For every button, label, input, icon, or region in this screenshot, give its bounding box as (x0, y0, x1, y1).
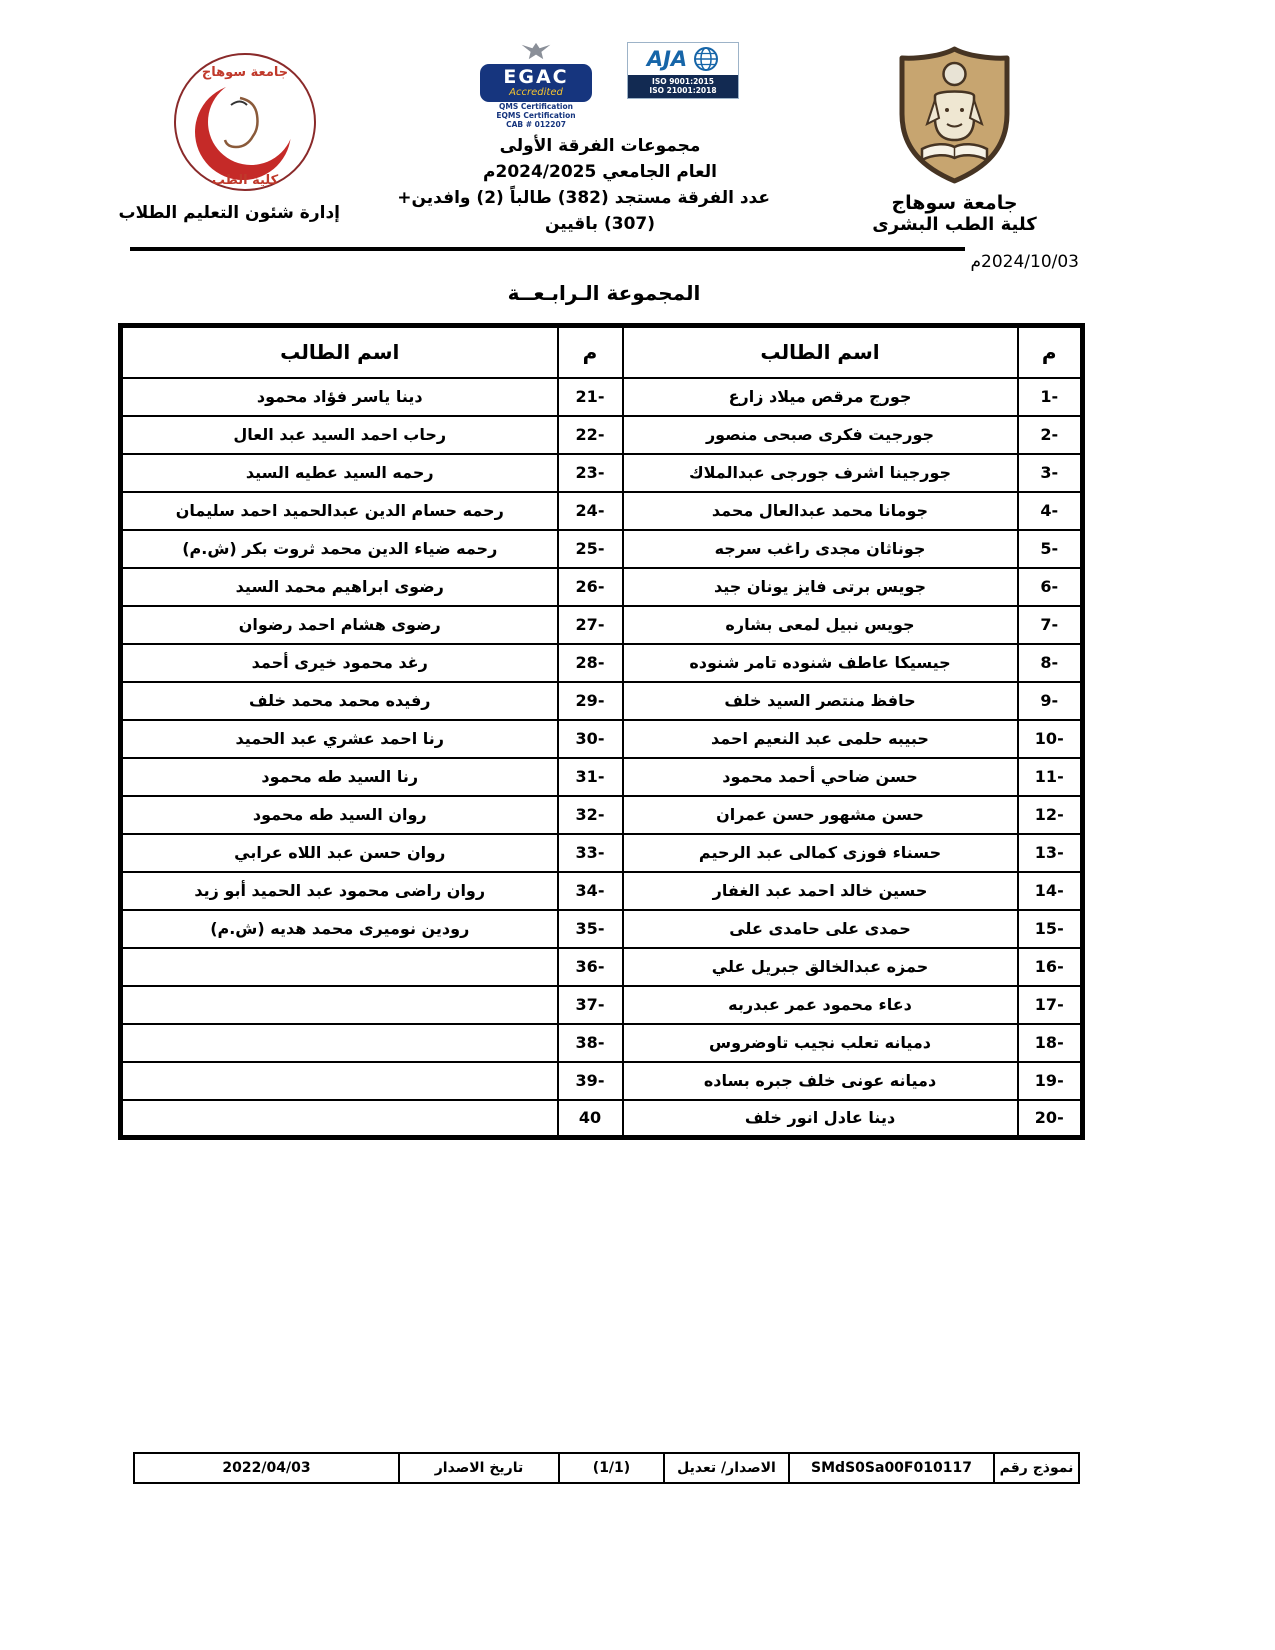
egac-accredited-label: Accredited (509, 87, 563, 98)
name-cell-left: رودين نوميرى محمد هديه (ش.م) (121, 910, 558, 948)
egac-sub-line: EQMS Certification (496, 111, 576, 120)
num-cell-right: 5- (1018, 530, 1083, 568)
num-cell-left: 28- (558, 644, 623, 682)
form-number-value: SMdS0Sa00F010117 (789, 1453, 994, 1483)
name-cell-left (121, 948, 558, 986)
faculty-crescent-logo (170, 50, 320, 195)
name-cell-right: حسناء فوزى كمالى عبد الرحيم (623, 834, 1018, 872)
table-row (121, 758, 1083, 796)
num-cell-right: 19- (1018, 1062, 1083, 1100)
name-cell-left: رحاب احمد السيد عبد العال (121, 416, 558, 454)
name-cell-right: جويس نبيل لمعى بشاره (623, 606, 1018, 644)
aja-certification-logo (627, 42, 739, 99)
num-cell-right: 4- (1018, 492, 1083, 530)
egac-sub-line: CAB # 012207 (506, 120, 566, 129)
version-value: (1/1) (559, 1453, 664, 1483)
students-table (118, 323, 1085, 1140)
name-cell-left: رغد محمود خيرى أحمد (121, 644, 558, 682)
num-cell-left: 25- (558, 530, 623, 568)
num-cell-right: 17- (1018, 986, 1083, 1024)
egac-accreditation-logo (461, 42, 611, 129)
footer-form-table (133, 1452, 1080, 1484)
university-name: جامعة سوهاج (891, 192, 1018, 214)
name-cell-right: دينا عادل انور خلف (623, 1100, 1018, 1138)
num-cell-left: 32- (558, 796, 623, 834)
name-cell-right: حسين خالد احمد عبد الغفار (623, 872, 1018, 910)
name-header-right: اسم الطالب (623, 326, 1018, 378)
name-cell-left: رنا احمد عشري عبد الحميد (121, 720, 558, 758)
num-cell-left: 23- (558, 454, 623, 492)
issue-date-label: تاريخ الاصدار (399, 1453, 559, 1483)
num-cell-left: 26- (558, 568, 623, 606)
num-cell-right: 12- (1018, 796, 1083, 834)
num-cell-left: 29- (558, 682, 623, 720)
num-cell-left: 22- (558, 416, 623, 454)
certification-logos-row (430, 42, 770, 130)
groups-title-line: مجموعات الفرقة الأولى (499, 136, 701, 156)
num-cell-right: 2- (1018, 416, 1083, 454)
group-title: المجموعة الـرابـعــة (507, 281, 701, 305)
num-cell-right: 3- (1018, 454, 1083, 492)
name-cell-left: رحمه السيد عطيه السيد (121, 454, 558, 492)
egac-name: EGAC (503, 66, 569, 88)
name-cell-right: جورج مرقص ميلاد زارع (623, 378, 1018, 416)
num-cell-left: 31- (558, 758, 623, 796)
table-row (121, 606, 1083, 644)
name-cell-left: رضوى ابراهيم محمد السيد (121, 568, 558, 606)
name-header-left: اسم الطالب (121, 326, 558, 378)
aja-top (628, 43, 738, 75)
university-block (872, 46, 1037, 235)
name-cell-right: حسن مشهور حسن عمران (623, 796, 1018, 834)
name-cell-left: دينا ياسر فؤاد محمود (121, 378, 558, 416)
name-cell-right: دميانه تعلب نجيب تاوضروس (623, 1024, 1018, 1062)
num-cell-left: 35- (558, 910, 623, 948)
num-cell-left: 33- (558, 834, 623, 872)
num-cell-right: 1- (1018, 378, 1083, 416)
egac-box (480, 64, 592, 102)
students-tbody (121, 378, 1083, 1138)
academic-year-line: العام الجامعي 2024/2025م (483, 162, 717, 182)
remaining-count-line: (307) باقيين (544, 214, 656, 234)
document-header-text (397, 133, 770, 237)
table-row (121, 948, 1083, 986)
table-row (121, 530, 1083, 568)
issue-date-value: 2022/04/03 (134, 1453, 399, 1483)
name-cell-left: روان حسن عبد اللاه عرابي (121, 834, 558, 872)
name-cell-left: رحمه ضياء الدين محمد ثروت بكر (ش.م) (121, 530, 558, 568)
num-cell-right: 7- (1018, 606, 1083, 644)
document-date: 2024/10/03م (970, 252, 1079, 272)
header-center-block (397, 42, 770, 237)
aja-name: AJA (646, 47, 688, 71)
table-header-row (121, 326, 1083, 378)
num-cell-right: 20- (1018, 1100, 1083, 1138)
pharaoh-head (935, 92, 974, 141)
student-affairs-block (118, 50, 340, 223)
table-row (121, 644, 1083, 682)
num-header-left: م (558, 326, 623, 378)
num-cell-left: 38- (558, 1024, 623, 1062)
name-cell-left (121, 1062, 558, 1100)
name-cell-right: حسن ضاحي أحمد محمود (623, 758, 1018, 796)
header-divider (130, 247, 965, 251)
name-cell-left (121, 1024, 558, 1062)
table-row (121, 378, 1083, 416)
name-cell-left: رفيده محمد محمد خلف (121, 682, 558, 720)
name-cell-left: رحمه حسام الدين عبدالحميد احمد سليمان (121, 492, 558, 530)
name-cell-right: حافظ منتصر السيد خلف (623, 682, 1018, 720)
faculty-logo-top-text: جامعة سوهاج (201, 65, 289, 80)
num-cell-right: 14- (1018, 872, 1083, 910)
table-row (121, 910, 1083, 948)
egac-sub-line: QMS Certification (498, 102, 573, 111)
table-row (121, 872, 1083, 910)
name-cell-left: روان راضى محمود عبد الحميد أبو زيد (121, 872, 558, 910)
num-header-right: م (1018, 326, 1083, 378)
num-cell-left: 21- (558, 378, 623, 416)
student-count-line: عدد الفرقة مستجد (382) طالباً (2) وافدين+ (397, 188, 770, 208)
num-cell-left: 24- (558, 492, 623, 530)
table-row (121, 682, 1083, 720)
num-cell-right: 10- (1018, 720, 1083, 758)
name-cell-left: روان السيد طه محمود (121, 796, 558, 834)
name-cell-left: رنا السيد طه محمود (121, 758, 558, 796)
eagle-emblem-icon (516, 42, 556, 60)
num-cell-right: 9- (1018, 682, 1083, 720)
name-cell-right: جوناثان مجدى راغب سرجه (623, 530, 1018, 568)
name-cell-left (121, 1100, 558, 1138)
num-cell-right: 16- (1018, 948, 1083, 986)
student-affairs-label: إدارة شئون التعليم الطلاب (118, 203, 340, 223)
name-cell-right: دعاء محمود عمر عبدربه (623, 986, 1018, 1024)
num-cell-left: 40 (558, 1100, 623, 1138)
num-cell-right: 15- (1018, 910, 1083, 948)
num-cell-left: 27- (558, 606, 623, 644)
num-cell-right: 11- (1018, 758, 1083, 796)
num-cell-left: 37- (558, 986, 623, 1024)
table-row (121, 834, 1083, 872)
table-row (121, 492, 1083, 530)
name-cell-right: جورجيت فكرى صبحى منصور (623, 416, 1018, 454)
name-cell-right: جومانا محمد عبدالعال محمد (623, 492, 1018, 530)
num-cell-left: 34- (558, 872, 623, 910)
name-cell-right: جيسيكا عاطف شنوده تامر شنوده (623, 644, 1018, 682)
num-cell-left: 30- (558, 720, 623, 758)
num-cell-right: 6- (1018, 568, 1083, 606)
table-row (121, 416, 1083, 454)
aja-iso-bar (628, 75, 738, 98)
name-cell-right: دميانه عونى خلف جبره بساده (623, 1062, 1018, 1100)
shield-circle-emblem (944, 63, 966, 85)
table-row (121, 986, 1083, 1024)
name-cell-right: حمزه عبدالخالق جبريل علي (623, 948, 1018, 986)
name-cell-right: حمدى على حامدى على (623, 910, 1018, 948)
university-shield-logo (897, 46, 1012, 184)
name-cell-left: رضوى هشام احمد رضوان (121, 606, 558, 644)
issue-edit-label: الاصدار/ تعديل (664, 1453, 789, 1483)
aja-iso-line: ISO 21001:2018 (649, 86, 717, 95)
table-row (121, 568, 1083, 606)
table-row (121, 1100, 1083, 1138)
table-row (121, 1024, 1083, 1062)
table-row (121, 454, 1083, 492)
faculty-name: كلية الطب البشرى (872, 214, 1037, 235)
num-cell-left: 39- (558, 1062, 623, 1100)
globe-icon (693, 46, 719, 72)
name-cell-left (121, 986, 558, 1024)
num-cell-right: 13- (1018, 834, 1083, 872)
table-row (121, 1062, 1083, 1100)
form-number-label: نموذج رقم (994, 1453, 1079, 1483)
footer-row (134, 1453, 1079, 1483)
num-cell-right: 18- (1018, 1024, 1083, 1062)
name-cell-right: حبيبه حلمى عبد النعيم احمد (623, 720, 1018, 758)
name-cell-right: جورجينا اشرف جورجى عبدالملاك (623, 454, 1018, 492)
num-cell-right: 8- (1018, 644, 1083, 682)
name-cell-right: جويس برتى فايز يونان جيد (623, 568, 1018, 606)
table-row (121, 796, 1083, 834)
table-row (121, 720, 1083, 758)
num-cell-left: 36- (558, 948, 623, 986)
faculty-logo-bottom-text: كلية الطب (211, 173, 279, 188)
aja-iso-line: ISO 9001:2015 (652, 77, 714, 86)
